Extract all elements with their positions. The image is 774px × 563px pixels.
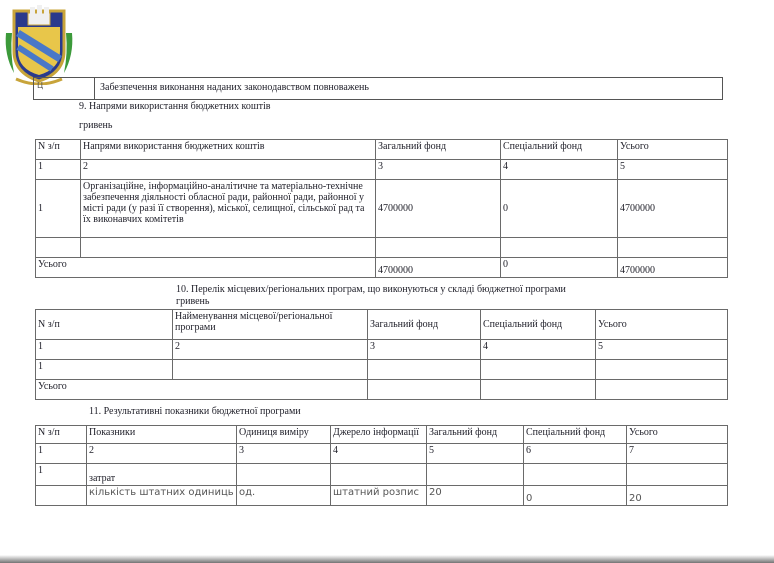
table-cell: 7 bbox=[627, 444, 728, 464]
table-cell: Організаційне, інформаційно-аналітичне та матеріально-технічне забезпечення діяльності обласної ради, районної ради, районної у місті ради (у разі її створення), міської, селищної, сільської рад та їх виконавчих комітетів bbox=[81, 180, 376, 238]
table-cell: затрат bbox=[87, 464, 237, 486]
table-cell: 1 bbox=[36, 464, 87, 486]
col-header: Загальний фонд bbox=[427, 426, 524, 444]
section9-table bbox=[35, 139, 728, 278]
header-row-code: Ц bbox=[37, 81, 44, 90]
table-cell: 2 bbox=[87, 444, 237, 464]
col-header: N з/п bbox=[36, 140, 81, 160]
section9-unit: гривень bbox=[79, 120, 113, 131]
col-header: Джерело інформації bbox=[331, 426, 427, 444]
col-header: N з/п bbox=[36, 310, 173, 340]
table-cell: 0 bbox=[524, 486, 627, 506]
table-header-row bbox=[36, 140, 728, 160]
col-header: Показники bbox=[87, 426, 237, 444]
total-row bbox=[36, 258, 728, 278]
total-general: 4700000 bbox=[376, 258, 501, 278]
table-cell: 1 bbox=[36, 180, 81, 238]
table-cell: 6 bbox=[524, 444, 627, 464]
table-cell: 3 bbox=[237, 444, 331, 464]
program-header-row bbox=[33, 77, 723, 100]
table-row bbox=[36, 360, 728, 380]
table-row bbox=[36, 444, 728, 464]
table-cell: 0 bbox=[501, 180, 618, 238]
total-row bbox=[36, 380, 728, 400]
table-cell: од. bbox=[237, 486, 331, 506]
coat-of-arms-icon bbox=[4, 3, 74, 85]
table-cell: 1 bbox=[36, 360, 173, 380]
col-header: Усього bbox=[618, 140, 728, 160]
total-special: 0 bbox=[501, 258, 618, 278]
table-cell: кількість штатних одиниць bbox=[87, 486, 237, 506]
col-header: Усього bbox=[596, 310, 728, 340]
table-cell: 1 bbox=[36, 340, 173, 360]
section11-table bbox=[35, 425, 728, 506]
table-cell: 20 bbox=[627, 486, 728, 506]
col-header: Найменування місцевої/регіональної програми bbox=[173, 310, 368, 340]
table-header-row bbox=[36, 310, 728, 340]
col-header: Усього bbox=[627, 426, 728, 444]
section10-table bbox=[35, 309, 728, 400]
col-header: Загальний фонд bbox=[376, 140, 501, 160]
table-cell: 2 bbox=[173, 340, 368, 360]
table-row bbox=[36, 340, 728, 360]
header-row-text: Забезпечення виконання наданих законодавством повноважень bbox=[100, 82, 369, 93]
col-header: Спеціальний фонд bbox=[501, 140, 618, 160]
table-row bbox=[36, 180, 728, 238]
col-header: Напрями використання бюджетних коштів bbox=[81, 140, 376, 160]
table-cell bbox=[36, 486, 87, 506]
total-sum: 4700000 bbox=[618, 258, 728, 278]
section10-unit: гривень bbox=[176, 296, 210, 307]
col-header: Загальний фонд bbox=[368, 310, 481, 340]
table-row bbox=[36, 238, 728, 258]
total-label: Усього bbox=[36, 380, 368, 400]
col-header: Одиниця виміру bbox=[237, 426, 331, 444]
total-label: Усього bbox=[36, 258, 376, 278]
col-header: Спеціальний фонд bbox=[481, 310, 596, 340]
col-header: Спеціальний фонд bbox=[524, 426, 627, 444]
table-cell: 1 bbox=[36, 444, 87, 464]
table-cell: 1 bbox=[36, 160, 81, 180]
table-cell: 3 bbox=[376, 160, 501, 180]
section9-title: 9. Напрями використання бюджетних коштів bbox=[79, 101, 271, 112]
table-row bbox=[36, 464, 728, 486]
table-cell: 4 bbox=[481, 340, 596, 360]
table-cell: 5 bbox=[618, 160, 728, 180]
table-cell: 5 bbox=[427, 444, 524, 464]
table-row bbox=[36, 160, 728, 180]
col-header: N з/п bbox=[36, 426, 87, 444]
table-header-row bbox=[36, 426, 728, 444]
table-cell: 4700000 bbox=[376, 180, 501, 238]
table-row bbox=[36, 486, 728, 506]
scan-edge-shadow bbox=[0, 555, 774, 563]
table-cell: 4 bbox=[501, 160, 618, 180]
table-cell: штатний розпис bbox=[331, 486, 427, 506]
table-cell: 2 bbox=[81, 160, 376, 180]
table-cell: 5 bbox=[596, 340, 728, 360]
table-cell: 4700000 bbox=[618, 180, 728, 238]
table-cell: 3 bbox=[368, 340, 481, 360]
section11-title: 11. Результативні показники бюджетної програми bbox=[89, 406, 301, 417]
table-cell: 4 bbox=[331, 444, 427, 464]
section10-title: 10. Перелік місцевих/регіональних програм, що виконуються у складі бюджетної програми bbox=[176, 284, 566, 295]
table-cell: 20 bbox=[427, 486, 524, 506]
